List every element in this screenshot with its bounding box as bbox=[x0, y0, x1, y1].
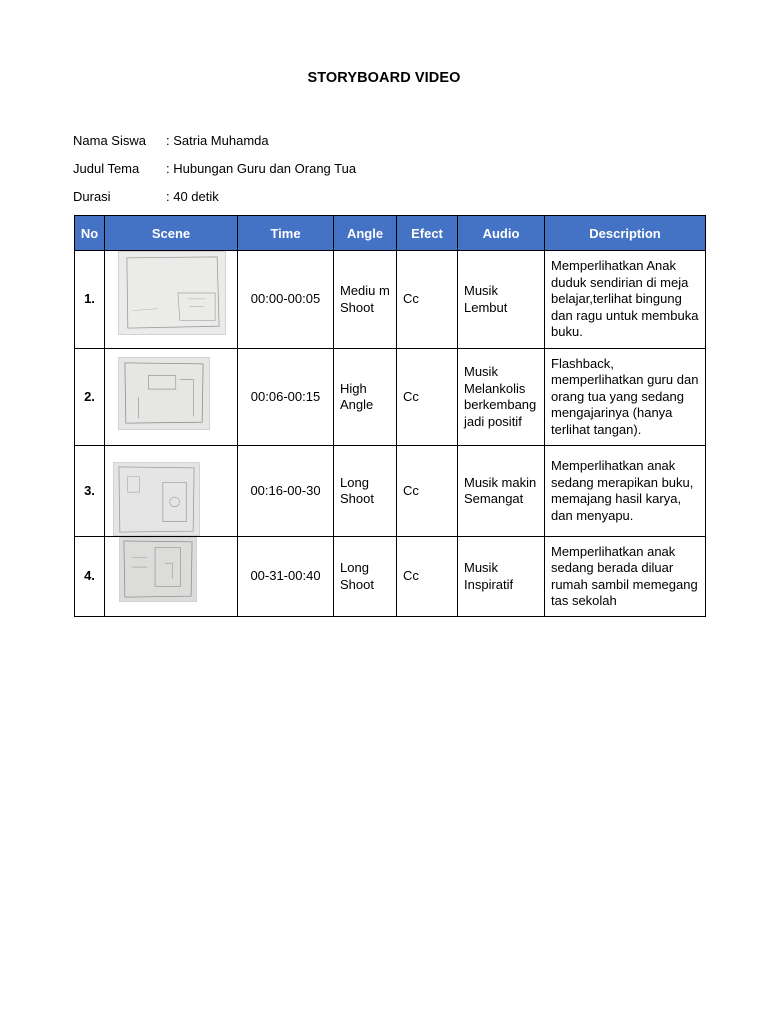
storyboard-table bbox=[74, 215, 706, 617]
cell-audio: Musik Inspiratif bbox=[458, 537, 545, 617]
scene-sketch-image bbox=[119, 537, 197, 602]
cell-no: 2. bbox=[75, 349, 105, 446]
scene-sketch-image bbox=[118, 357, 210, 430]
header-angle: Angle bbox=[334, 216, 397, 251]
cell-time: 00:00-00:05 bbox=[238, 251, 334, 349]
cell-scene bbox=[105, 349, 238, 446]
cell-description: Memperlihatkan anak sedang merapikan buku, memajang hasil karya, dan menyapu. bbox=[545, 446, 706, 537]
scene-sketch-image bbox=[113, 462, 200, 536]
info-value: : Satria Muhamda bbox=[166, 133, 269, 148]
cell-angle: Long Shoot bbox=[334, 446, 397, 537]
header-scene: Scene bbox=[105, 216, 238, 251]
header-time: Time bbox=[238, 216, 334, 251]
cell-no: 1. bbox=[75, 251, 105, 349]
cell-scene bbox=[105, 537, 238, 617]
table-header-row bbox=[75, 216, 706, 251]
cell-audio: Musik Melankolis berkembang jadi positif bbox=[458, 349, 545, 446]
info-value: : 40 detik bbox=[166, 189, 219, 204]
info-label: Nama Siswa bbox=[73, 133, 146, 148]
cell-audio: Musik Lembut bbox=[458, 251, 545, 349]
cell-efect: Cc bbox=[397, 446, 458, 537]
cell-audio: Musik makin Semangat bbox=[458, 446, 545, 537]
cell-angle: Mediu m Shoot bbox=[334, 251, 397, 349]
cell-description: Memperlihatkan Anak duduk sendirian di meja belajar,terlihat bingung dan ragu untuk membuka buku. bbox=[545, 251, 706, 349]
info-durasi bbox=[73, 188, 219, 206]
table-row bbox=[75, 446, 706, 537]
table-row bbox=[75, 251, 706, 349]
header-audio: Audio bbox=[458, 216, 545, 251]
cell-no: 3. bbox=[75, 446, 105, 537]
cell-description: Memperlihatkan anak sedang berada diluar rumah sambil memegang tas sekolah bbox=[545, 537, 706, 617]
info-label: Judul Tema bbox=[73, 161, 140, 176]
cell-efect: Cc bbox=[397, 349, 458, 446]
info-nama-siswa bbox=[73, 132, 269, 150]
cell-angle: Long Shoot bbox=[334, 537, 397, 617]
table-row bbox=[75, 537, 706, 617]
header-efect: Efect bbox=[397, 216, 458, 251]
cell-time: 00:16-00-30 bbox=[238, 446, 334, 537]
header-no: No bbox=[75, 216, 105, 251]
cell-time: 00:06-00:15 bbox=[238, 349, 334, 446]
header-description: Description bbox=[545, 216, 706, 251]
info-value: : Hubungan Guru dan Orang Tua bbox=[166, 161, 357, 176]
info-label: Durasi bbox=[73, 189, 111, 204]
table-row bbox=[75, 349, 706, 446]
scene-sketch-image bbox=[118, 251, 226, 335]
cell-efect: Cc bbox=[397, 251, 458, 349]
cell-time: 00-31-00:40 bbox=[238, 537, 334, 617]
cell-efect: Cc bbox=[397, 537, 458, 617]
cell-no: 4. bbox=[75, 537, 105, 617]
document-title: STORYBOARD VIDEO bbox=[307, 70, 461, 86]
info-judul-tema bbox=[73, 160, 356, 178]
cell-scene bbox=[105, 251, 238, 349]
cell-description: Flashback, memperlihatkan guru dan orang tua yang sedang mengajarinya (hanya terlihat tangan). bbox=[545, 349, 706, 446]
cell-angle: High Angle bbox=[334, 349, 397, 446]
cell-scene bbox=[105, 446, 238, 537]
